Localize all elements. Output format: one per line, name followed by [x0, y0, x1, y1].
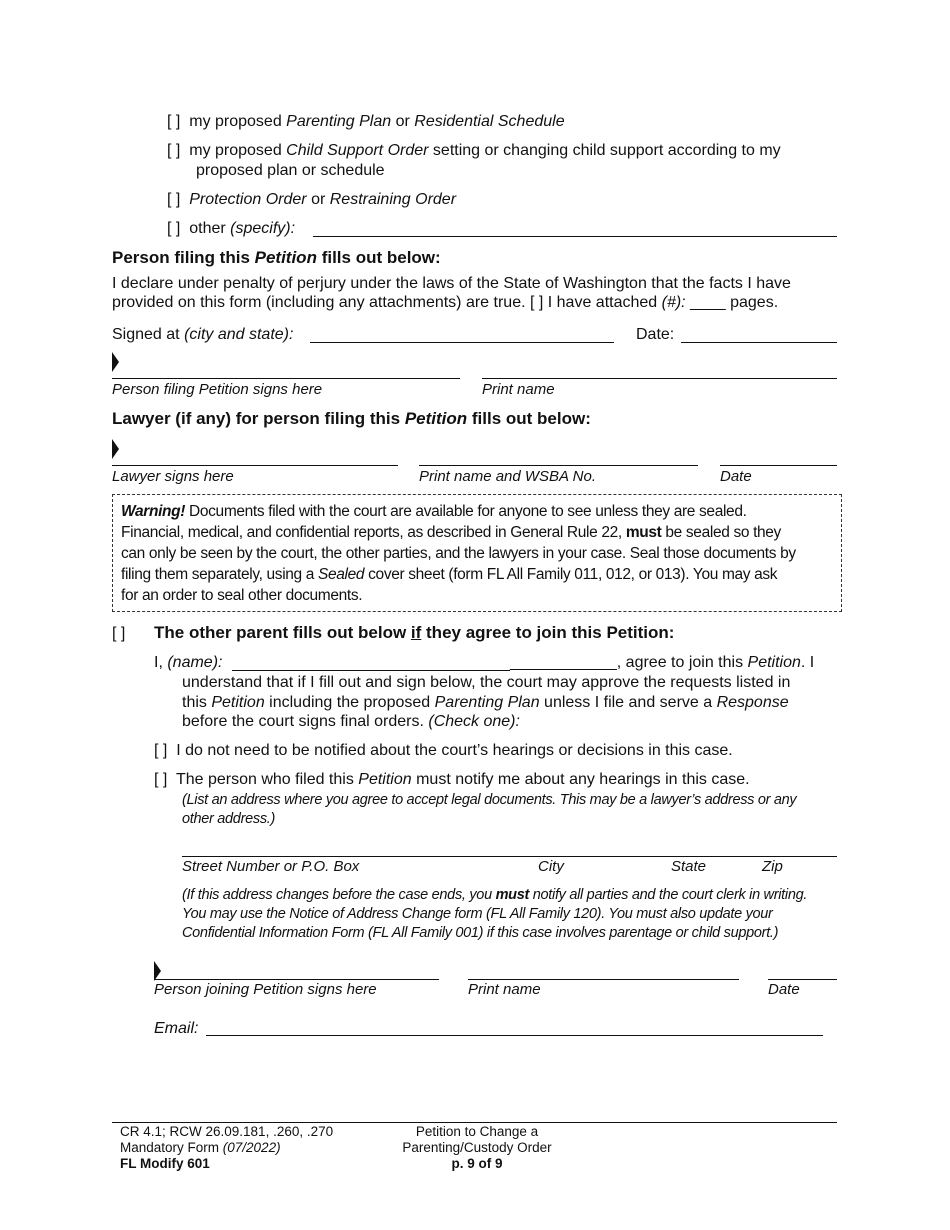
footer-form-id: FL Modify 601	[120, 1156, 210, 1171]
footer-form-status: Mandatory Form (07/2022)	[120, 1140, 281, 1155]
sign-here-arrow-icon	[112, 352, 119, 372]
checkbox[interactable]: [ ]	[154, 771, 168, 788]
date-label: Date:	[636, 326, 675, 343]
option-text: I do not need to be notified about the court’s hearings or decisions in this case.	[176, 742, 733, 759]
lawyer-sign-caption: Lawyer signs here	[112, 468, 234, 485]
lawyer-signature-field[interactable]	[112, 465, 398, 466]
option-text: (specify):	[230, 220, 296, 237]
footer-rule-reference: CR 4.1; RCW 26.09.181, .260, .270	[120, 1124, 334, 1139]
address-change-line-1: (If this address changes before the case ends, you must notify all parties and the court clerk in writing.	[182, 887, 808, 903]
other-parent-date-caption: Date	[768, 981, 800, 998]
lawyer-print-name-field[interactable]	[419, 465, 698, 466]
checkbox[interactable]: [ ]	[154, 742, 168, 759]
sign-here-arrow-icon	[154, 961, 161, 981]
city-caption: City	[538, 858, 564, 875]
option-no-notify[interactable]	[154, 741, 733, 761]
option-child-support[interactable]	[167, 141, 781, 161]
option-text: Restraining Order	[329, 191, 457, 208]
option-text: setting or changing child support according to my	[428, 142, 781, 159]
other-parent-agree: ____________, agree to join this Petition. I	[510, 654, 815, 671]
option-text: must notify me about any hearings in this case.	[411, 771, 750, 788]
other-parent-signature-field[interactable]	[154, 979, 439, 980]
address-note-line-2: other address.)	[182, 811, 276, 827]
option-protection-order[interactable]	[167, 190, 456, 210]
option-text: Child Support Order	[286, 142, 429, 159]
option-text: or	[306, 191, 330, 208]
lawyer-heading: Lawyer (if any) for person filing this Petition fills out below:	[112, 409, 591, 428]
street-caption: Street Number or P.O. Box	[182, 858, 360, 875]
other-parent-paragraph-line-2: understand that if I fill out and sign below, the court may approve the requests listed in	[182, 674, 791, 691]
option-text: or	[391, 113, 415, 130]
checkbox[interactable]: [ ]	[167, 142, 181, 159]
email-label: Email:	[154, 1020, 199, 1037]
other-parent-date-field[interactable]	[768, 979, 837, 980]
address-change-line-2: You may use the Notice of Address Change form (FL All Family 120). You must also update your	[182, 906, 773, 922]
option-text: my proposed	[189, 142, 287, 159]
other-parent-heading: The other parent fills out below if they agree to join this Petition:	[154, 623, 675, 642]
footer-divider	[112, 1122, 837, 1123]
footer-title-line-1: Petition to Change a	[415, 1124, 539, 1139]
declaration-line-1: I declare under penalty of perjury under the laws of the State of Washington that the facts I have	[112, 275, 791, 292]
other-parent-name-field[interactable]	[232, 670, 510, 671]
address-note-line-1: (List an address where you agree to accept legal documents. This may be a lawyer’s address or any	[182, 792, 797, 808]
lawyer-print-caption: Print name and WSBA No.	[419, 468, 597, 485]
other-parent-checkbox[interactable]: [ ]	[112, 625, 126, 642]
date-field[interactable]	[681, 342, 837, 343]
other-parent-print-name-field[interactable]	[468, 979, 739, 980]
option-text: The person who filed this	[175, 771, 359, 788]
other-specify-field[interactable]	[313, 236, 837, 237]
city-state-field[interactable]	[310, 342, 614, 343]
sign-here-arrow-icon	[112, 439, 119, 459]
warning-box: Warning! Documents filed with the court are available for anyone to see unless they are sealed. Financial, medical, and confidential reports, as described in General Rule 22, must be sealed so they can only be seen by the court, the other parties, and the lawyers in your case. Seal those documents by filing them separately, using a Sealed cover sheet (form FL All Family 011, 012, or 013). You may ask for an order to seal other documents.	[112, 494, 842, 612]
option-text: my proposed	[189, 113, 287, 130]
warning-label: Warning!	[121, 503, 186, 520]
petitioner-heading: Person filing this Petition fills out below:	[112, 248, 441, 267]
other-parent-paragraph-line-4: before the court signs final orders. (Check one):	[182, 713, 520, 730]
other-parent-name-label: I, (name):	[154, 654, 223, 671]
other-parent-print-caption: Print name	[468, 981, 541, 998]
petitioner-print-caption: Print name	[482, 381, 555, 398]
footer-title-line-2: Parenting/Custody Order	[402, 1140, 552, 1155]
signed-at-label: Signed at (city and state):	[112, 326, 294, 343]
declaration-line-2: provided on this form (including any attachments) are true. [ ] I have attached (#): ____ pages.	[112, 294, 779, 311]
address-change-line-3: Confidential Information Form (FL All Family 001) if this case involves parentage or child support.)	[182, 925, 779, 941]
checkbox[interactable]: [ ]	[167, 191, 181, 208]
lawyer-date-field[interactable]	[720, 465, 837, 466]
footer-page-number: p. 9 of 9	[451, 1156, 503, 1171]
checkbox[interactable]: [ ]	[167, 220, 181, 237]
option-parenting-plan[interactable]	[167, 112, 565, 132]
option-text: Residential Schedule	[414, 113, 565, 130]
state-caption: State	[671, 858, 707, 875]
zip-caption: Zip	[762, 858, 783, 875]
other-parent-sign-caption: Person joining Petition signs here	[154, 981, 377, 998]
email-field[interactable]	[206, 1035, 823, 1036]
other-parent-paragraph-line-3: this Petition including the proposed Parenting Plan unless I file and serve a Response	[182, 694, 789, 711]
lawyer-date-caption: Date	[720, 468, 752, 485]
checkbox[interactable]: [ ]	[167, 113, 181, 130]
address-field[interactable]	[182, 856, 837, 857]
option-notify-me[interactable]	[154, 770, 750, 790]
option-other[interactable]	[167, 219, 295, 239]
option-text: Protection Order	[189, 191, 307, 208]
option-text-continued: proposed plan or schedule	[196, 162, 385, 179]
option-text: Petition	[358, 771, 412, 788]
petitioner-sign-caption: Person filing Petition signs here	[112, 381, 323, 398]
petitioner-signature-field[interactable]	[112, 378, 460, 379]
option-text: other	[189, 220, 231, 237]
petitioner-print-name-field[interactable]	[482, 378, 837, 379]
option-text: Parenting Plan	[286, 113, 392, 130]
